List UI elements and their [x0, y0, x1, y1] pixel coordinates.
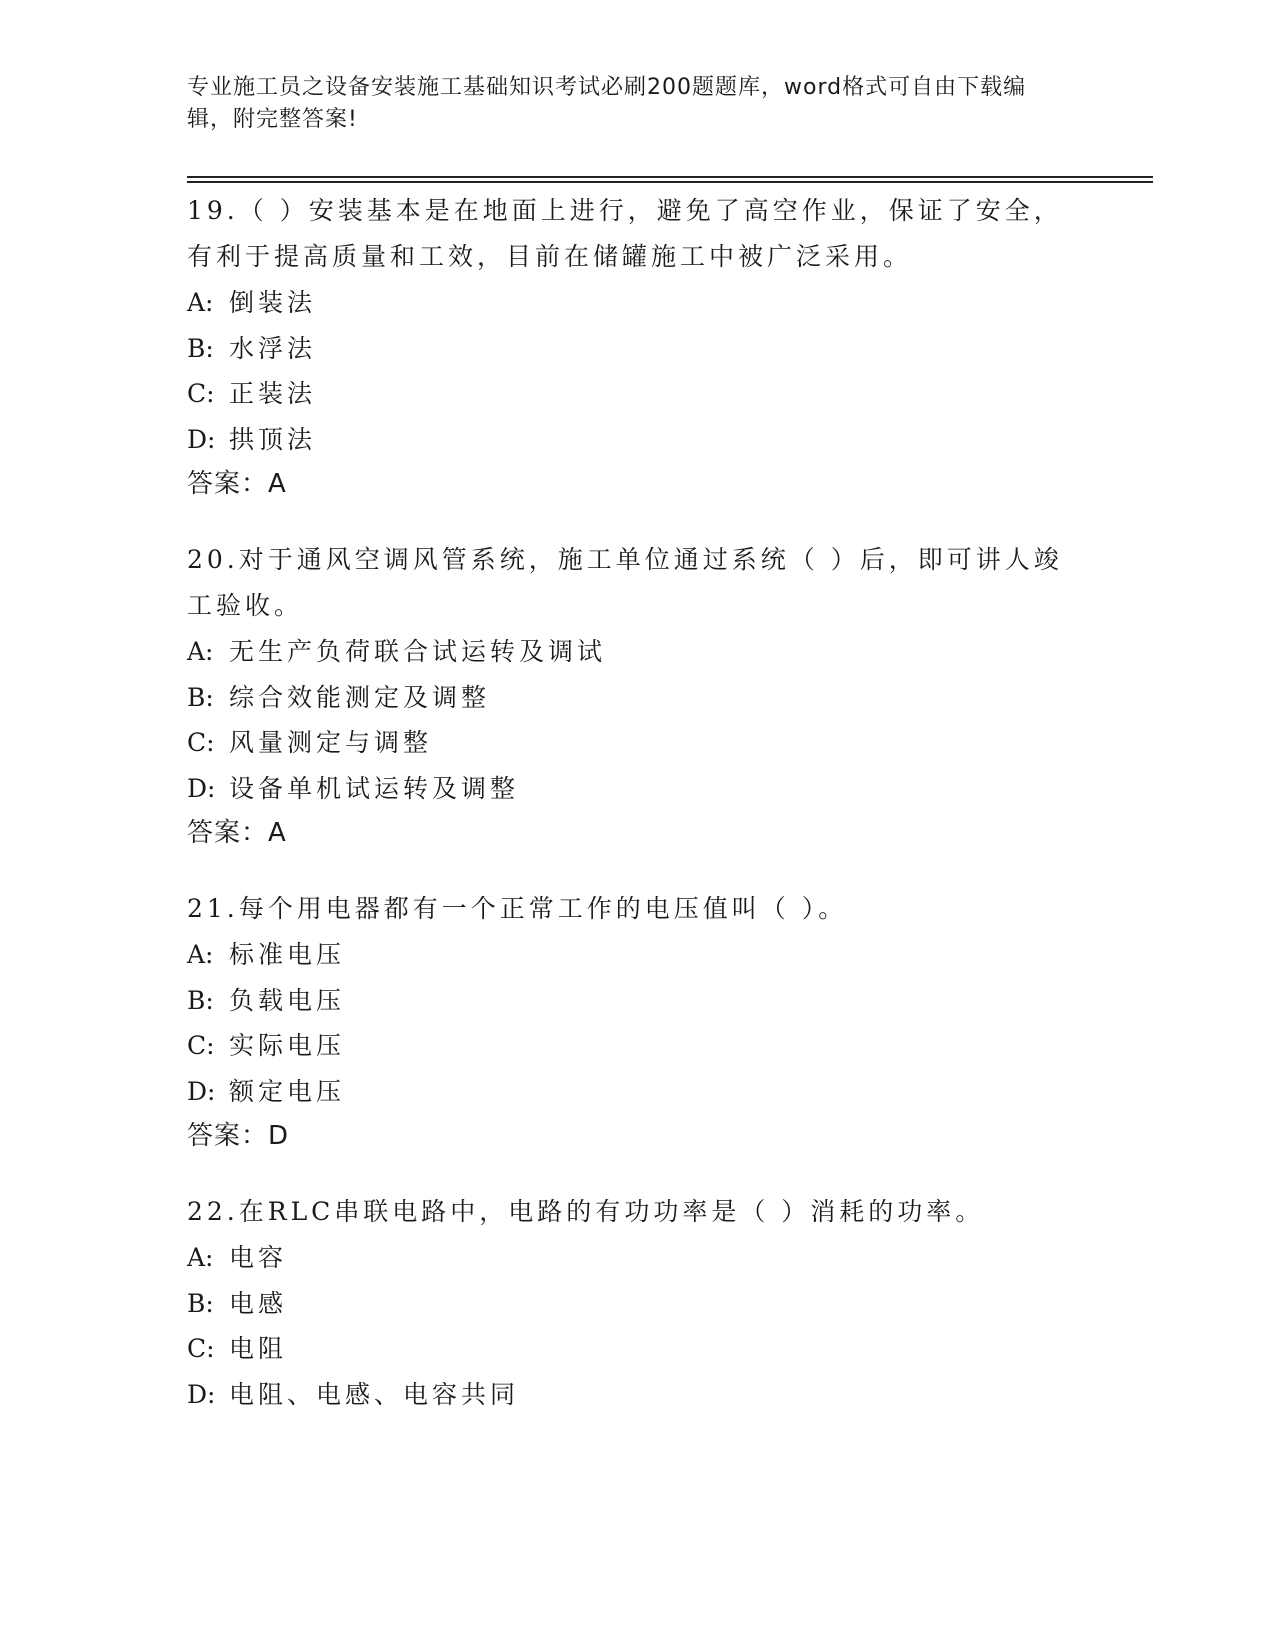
- option-c: [187, 1326, 1067, 1372]
- option-letter: A:: [187, 1243, 214, 1272]
- question-stem: 21.每个用电器都有一个正常工作的电压值叫（ ）。: [187, 894, 848, 923]
- option-text: 风量测定与调整: [229, 728, 433, 757]
- option-letter: A:: [187, 940, 214, 969]
- option-text: 额定电压: [229, 1076, 346, 1106]
- option-a: [187, 629, 1067, 675]
- option-text: 标准电压: [229, 940, 346, 969]
- header-divider-bottom: [187, 181, 1153, 183]
- option-d: [187, 1372, 1067, 1418]
- option-text: 综合效能测定及调整: [229, 682, 491, 712]
- option-b: [187, 326, 1067, 372]
- option-letter: B:: [187, 333, 214, 363]
- option-b: [187, 1281, 1067, 1327]
- option-a: [187, 1235, 1067, 1281]
- option-d: [187, 417, 1067, 463]
- option-letter: D:: [187, 424, 216, 454]
- option-c: [187, 371, 1067, 417]
- question-stem: 19.（ ）安装基本是在地面上进行，避免了高空作业，保证了安全，有利于提高质量和工效，目前在储罐施工中被广泛采用。: [187, 196, 1063, 271]
- answer-line: 答案：A: [187, 469, 287, 499]
- question-stem: 22.在RLC串联电路中，电路的有功功率是（ ）消耗的功率。: [187, 1197, 985, 1226]
- option-text: 电感: [229, 1288, 288, 1318]
- question-stem: 20.对于通风空调风管系统，施工单位通过系统（ ）后，即可讲人竣工验收。: [187, 545, 1063, 620]
- question-21: [187, 886, 1067, 1159]
- question-20: [187, 537, 1067, 856]
- option-text: 设备单机试运转及调整: [229, 773, 520, 803]
- option-text: 电阻: [229, 1334, 288, 1363]
- option-letter: D:: [187, 773, 216, 803]
- option-letter: D:: [187, 1076, 216, 1106]
- option-text: 倒装法: [229, 288, 317, 317]
- option-d: [187, 1069, 1067, 1115]
- answer-line: 答案：A: [187, 818, 287, 848]
- option-letter: C:: [187, 1334, 215, 1363]
- option-letter: A:: [187, 288, 214, 317]
- option-letter: C:: [187, 1031, 215, 1060]
- option-text: 电容: [229, 1243, 288, 1272]
- option-b: [187, 978, 1067, 1024]
- answer-line: 答案：D: [187, 1121, 290, 1151]
- option-text: 正装法: [229, 379, 317, 408]
- header-divider-top: [187, 176, 1153, 178]
- option-a: [187, 280, 1067, 326]
- option-letter: C:: [187, 379, 215, 408]
- option-text: 水浮法: [229, 333, 317, 363]
- option-letter: C:: [187, 728, 215, 757]
- option-letter: D:: [187, 1379, 216, 1409]
- option-text: 负载电压: [229, 985, 346, 1015]
- option-c: [187, 720, 1067, 766]
- option-b: [187, 675, 1067, 721]
- option-text: 电阻、电感、电容共同: [229, 1379, 520, 1409]
- option-letter: B:: [187, 1288, 214, 1318]
- question-22: [187, 1189, 1067, 1417]
- option-d: [187, 766, 1067, 812]
- document-header: 专业施工员之设备安装施工基础知识考试必刷200题题库，word格式可自由下载编辑，附完整答案!: [187, 75, 1027, 132]
- option-text: 无生产负荷联合试运转及调试: [229, 637, 607, 666]
- option-a: [187, 932, 1067, 978]
- question-19: [187, 188, 1067, 507]
- option-letter: B:: [187, 985, 214, 1015]
- option-letter: B:: [187, 682, 214, 712]
- option-text: 实际电压: [229, 1031, 346, 1060]
- option-c: [187, 1023, 1067, 1069]
- option-text: 拱顶法: [229, 424, 317, 454]
- option-letter: A:: [187, 637, 214, 666]
